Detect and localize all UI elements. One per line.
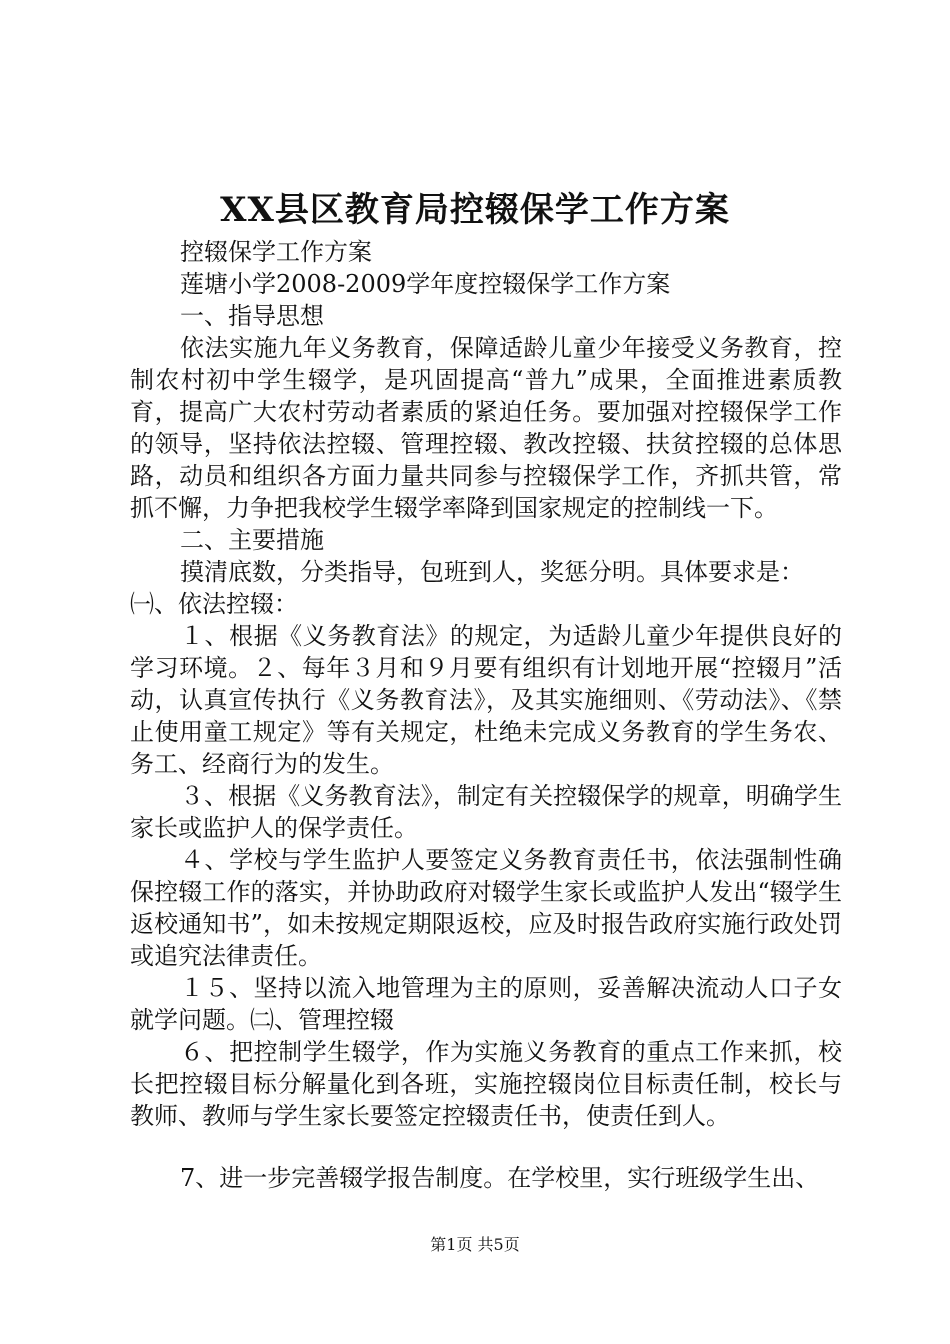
subsection-heading-legal-control: ㈠、依法控辍： (130, 590, 298, 618)
document-body (130, 236, 842, 1194)
paragraph-item-6: ６、把控制学生辍学，作为实施义务教育的重点工作来抓，校长把控辍目标分解量化到各班，实施控辍岗位目标责任制，校长与教师、教师与学生家长要签定控辍责任书，使责任到人。 (130, 1038, 842, 1130)
paragraph-measures-intro: 摸清底数，分类指导，包班到人，奖惩分明。具体要求是： (180, 558, 804, 586)
paragraph-item-7: 7、进一步完善辍学报告制度。在学校里，实行班级学生出、 (180, 1164, 820, 1192)
document-title: XX县区教育局控辍保学工作方案 (220, 190, 730, 230)
paragraph-item-1-2: １、根据《义务教育法》的规定，为适龄儿童少年提供良好的学习环境。２、每年３月和９月要有组织有计划地开展“控辍月”活动，认真宣传执行《义务教育法》，及其实施细则、《劳动法》、《禁止使用童工规定》等有关规定，杜绝未完成义务教育的学生务农、务工、经商行为的发生。 (130, 622, 842, 778)
page-footer: 第1页 共5页 (430, 1235, 520, 1254)
paragraph-school-plan-title: 莲塘小学2008-2009学年度控辍保学工作方案 (180, 270, 671, 298)
section-heading-main-measures: 二、主要措施 (180, 526, 324, 554)
paragraph-subtitle: 控辍保学工作方案 (180, 238, 372, 266)
paragraph-item-4: ４、学校与学生监护人要签定义务教育责任书，依法强制性确保控辍工作的落实，并协助政府对辍学生家长或监护人发出“辍学生返校通知书”，如未按规定期限返校，应及时报告政府实施行政处罚或追究法律责任。 (130, 846, 842, 970)
paragraph-item-3: ３、根据《义务教育法》，制定有关控辍保学的规章，明确学生家长或监护人的保学责任。 (130, 782, 842, 842)
paragraph-item-15: １５、坚持以流入地管理为主的原则，妥善解决流动人口子女就学问题。㈡、管理控辍 (130, 974, 842, 1034)
section-heading-guiding-ideology: 一、指导思想 (180, 302, 324, 330)
paragraph-guiding-ideology: 依法实施九年义务教育，保障适龄儿童少年接受义务教育，控制农村初中学生辍学，是巩固提高“普九”成果，全面推进素质教育，提高广大农村劳动者素质的紧迫任务。要加强对控辍保学工作的领导，坚持依法控辍、管理控辍、教改控辍、扶贫控辍的总体思路，动员和组织各方面力量共同参与控辍保学工作，齐抓共管，常抓不懈，力争把我校学生辍学率降到国家规定的控制线一下。 (130, 334, 842, 522)
